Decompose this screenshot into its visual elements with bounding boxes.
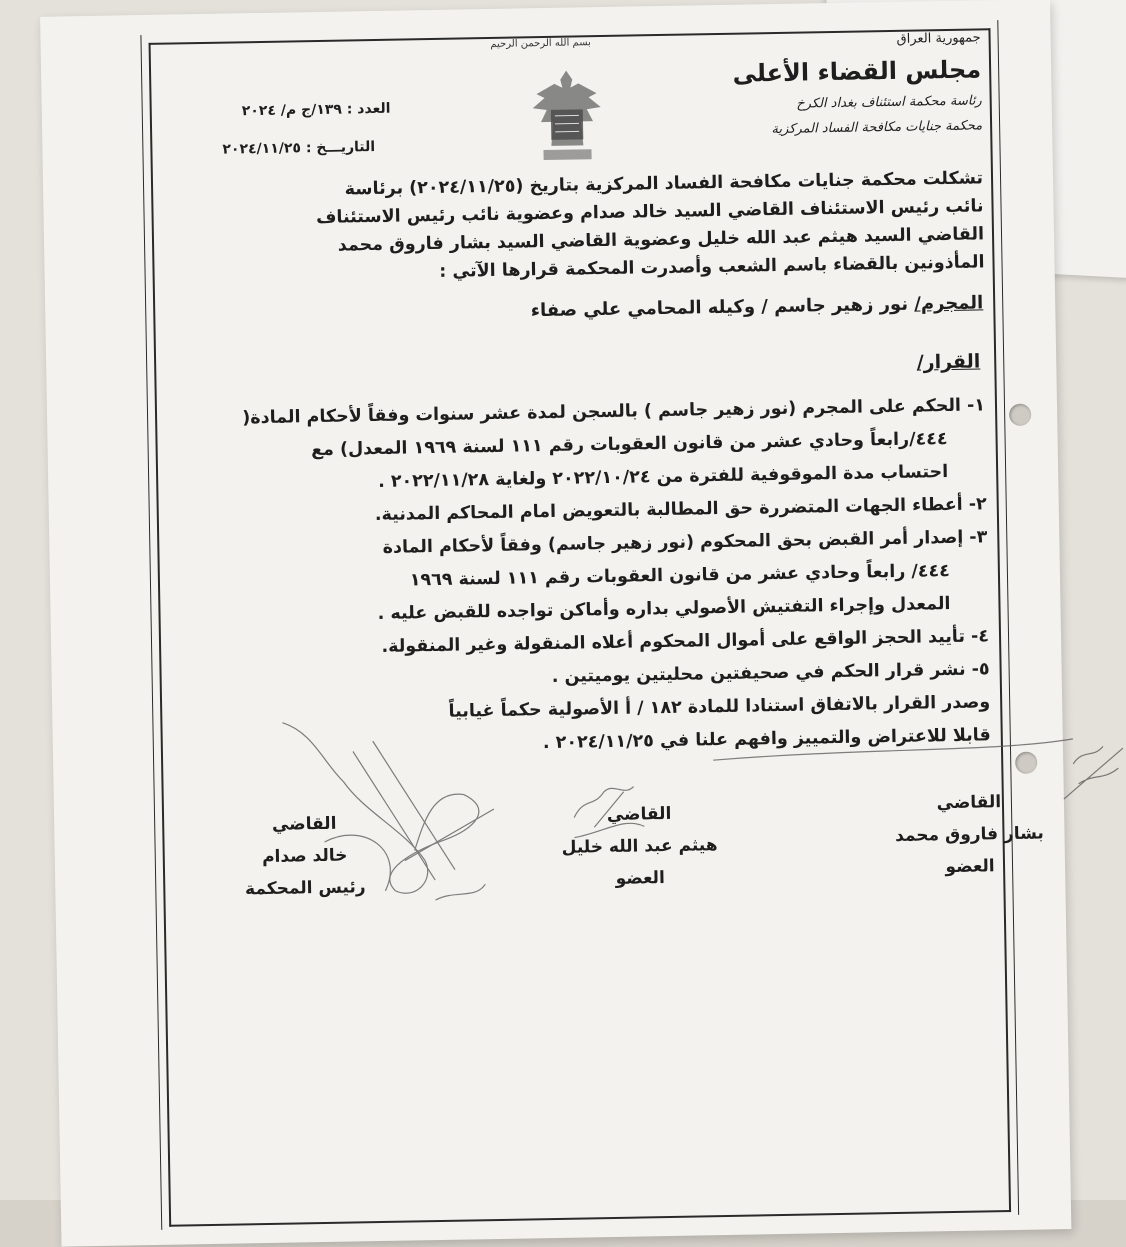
decision-line: ١- الحكم على المجرم (نور زهير جاسم ) بالسجن لمدة عشر سنوات وفقاً لأحكام المادة( <box>165 395 985 429</box>
decision-line: قابلا للاعتراض والتمييز وافهم علنا في ٢٠٢٤/١١/٢٥ . <box>171 725 991 759</box>
decision-line: ٤٤٤/رابعاً وحادي عشر من قانون العقوبات رقم ١١١ لسنة ١٩٦٩ المعدل) مع <box>163 429 948 463</box>
signatory-role: العضو <box>535 867 745 891</box>
decision-line: المعدل وإجراء التفتيش الأصولي بداره وأماكن تواجده للقبض عليه . <box>165 594 950 628</box>
signatory-role: رئيس المحكمة <box>230 877 380 900</box>
decision-title: القرار/ <box>917 350 981 373</box>
decision-line: ٤- تأييد الحجز الواقع على أموال المحكوم أعلاه المنقولة وغير المنقولة. <box>169 626 989 660</box>
signature-block-member-1 <box>884 791 1056 890</box>
signatory-name: خالد صدام <box>230 845 380 868</box>
decision-line: ٢- أعطاء الجهات المتضررة حق المطالبة بالتعويض امام المحاكم المدنية. <box>167 494 987 528</box>
header-country: جمهورية العراق <box>896 30 980 46</box>
iraq-emblem-icon <box>526 65 608 171</box>
document-date: التاريـــخ : ٢٠٢٤/١١/٢٥ <box>222 139 375 158</box>
signatory-title: القاضي <box>884 791 1054 814</box>
decision-line: وصدر القرار بالاتفاق استنادا للمادة ١٨٢ / أ الأصولية حكماً غيابياً <box>170 692 990 726</box>
document-number: العدد : ١٣٩/ج م/ ٢٠٢٤ <box>242 101 391 120</box>
signatory-role: العضو <box>885 855 1055 878</box>
decision-line: ٣- إصدار أمر القبض بحق المحكوم (نور زهير جاسم) وفقاً لأحكام المادة <box>167 527 987 561</box>
decision-line: ٤٤٤/ رابعاً وحادي عشر من قانون العقوبات رقم ١١١ لسنة ١٩٦٩ <box>165 561 950 595</box>
signatory-title: القاضي <box>229 813 379 836</box>
punch-hole <box>1015 752 1037 774</box>
signature-block-member-2 <box>534 803 746 903</box>
preamble-line: نائب رئيس الاستئناف القاضي السيد خالد صدام وعضوية نائب رئيس الاستئناف <box>194 198 984 229</box>
decision-line: احتساب مدة الموقوفية للفترة من ٢٠٢٢/١٠/٢٤ ولغاية ٢٠٢٢/١١/٢٨ . <box>163 462 948 496</box>
header-court: محكمة جنايات مكافحة الفساد المركزية <box>771 118 982 137</box>
signatory-title: القاضي <box>534 803 744 827</box>
signatory-name: بشار فاروق محمد <box>884 823 1054 846</box>
accused-label: المجرم/ <box>914 292 983 314</box>
decision-line: ٥- نشر قرار الحكم في صحيفتين محليتين يوميتين . <box>170 659 990 693</box>
signature-block-president <box>229 813 381 912</box>
preamble-line: المأذونين بالقضاء باسم الشعب وأصدرت المحكمة قرارها الآتي : <box>194 254 984 285</box>
basmala: بسم الله الرحمن الرحيم <box>441 36 641 50</box>
accused-value: نور زهير جاسم / وكيله المحامي علي صفاء <box>531 294 915 322</box>
preamble-line: القاضي السيد هيثم عبد الله خليل وعضوية القاضي السيد بشار فاروق محمد <box>194 226 984 257</box>
signatory-name: هيثم عبد الله خليل <box>534 835 744 859</box>
header-presidency: رئاسة محكمة استئناف بغداد الكرخ <box>796 93 982 111</box>
document-page <box>40 0 1071 1247</box>
preamble-line: تشكلت محكمة جنايات مكافحة الفساد المركزية بتاريخ (٢٠٢٤/١١/٢٥) برئاسة <box>193 170 983 201</box>
header-council: مجلس القضاء الأعلى <box>732 55 981 87</box>
punch-hole <box>1009 404 1031 426</box>
